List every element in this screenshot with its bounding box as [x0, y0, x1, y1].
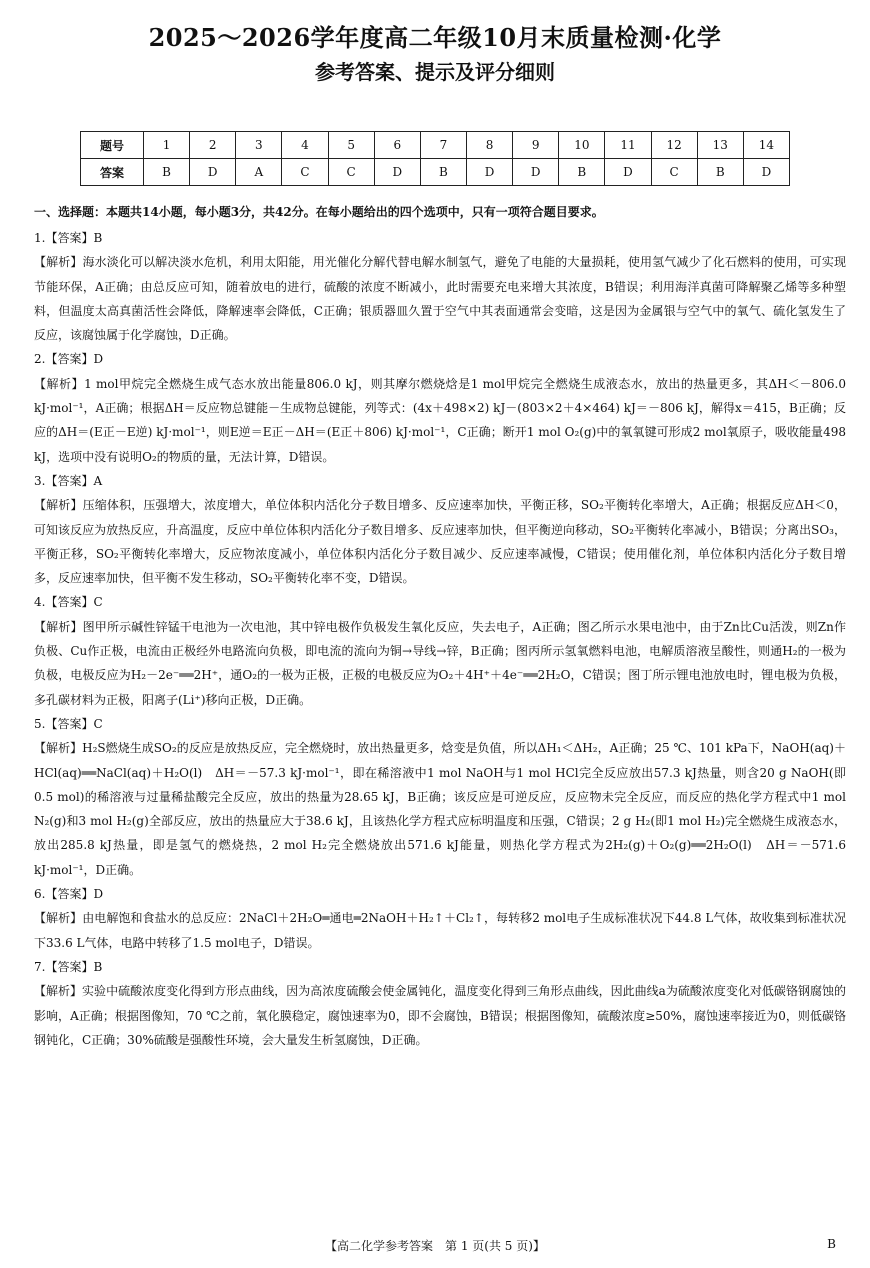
explanation-text: 【解析】图甲所示碱性锌锰干电池为一次电池，其中锌电极作负极发生氧化反应，失去电子，A正确；图乙所示水果电池中，由于Zn比Cu活泼，则Zn作负极、Cu作正极，电流由正极经外电路流向负极，即电流的流向为铜→导线→锌，B正确；图丙所示氢氧燃料电池，电解质溶液呈酸性，则通H₂的一极为负极，电极反应为H₂－2e⁻══2H⁺，通O₂的一极为正极，正极的电极反应为O₂＋4H⁺＋4e⁻══2H₂O，C错误；图丁所示锂电池放电时，锂电极为负极，多孔碳材料为正极，阳离子(Li⁺)移向正极，D正确。 — [34, 619, 846, 707]
answer-cell: B — [559, 159, 605, 186]
question-number-cell: 1 — [144, 132, 190, 159]
page-footer: 【高二化学参考答案 第 1 页(共 5 页)】 — [325, 1239, 545, 1253]
answer-cell: D — [513, 159, 559, 186]
number-header: 题号 — [81, 132, 144, 159]
question-block — [34, 712, 846, 882]
explanation-text: 【解析】由电解饱和食盐水的总反应：2NaCl＋2H₂O═通电═2NaOH＋H₂↑＋Cl₂↑，每转移2 mol电子生成标准状况下44.8 L气体，故收集到标准状况下33.6 L气体，电路中转移了1.5 mol电子，D错误。 — [34, 911, 846, 950]
explanation-text: 【解析】1 mol甲烷完全燃烧生成气态水放出能量806.0 kJ，则其摩尔燃烧焓是1 mol甲烷完全燃烧生成液态水，放出的热量更多，其ΔH＜－806.0 kJ·mol⁻¹，A正确；根据ΔH＝反应物总键能－生成物总键能，列等式：(4x＋498×2) kJ－(803×2＋4×464) kJ＝－806 kJ，解得x＝415，B正确；反应的ΔH＝(E正－E逆) kJ·mol⁻¹，则E逆＝E正－ΔH＝(E正＋806) kJ·mol⁻¹，C正确；断开1 mol O₂(g)中的氧氧键可形成2 mol氧原子，吸收能量498 kJ，选项中没有说明O₂的物质的量，无法计算，D错误。 — [34, 376, 846, 464]
answer-cell: D — [466, 159, 512, 186]
question-number-cell: 5 — [328, 132, 374, 159]
page-title: 2025～2026学年度高二年级10月末质量检测·化学 — [148, 23, 722, 52]
question-number-cell: 2 — [190, 132, 236, 159]
answer-cell: B — [144, 159, 190, 186]
version-mark: B — [827, 1237, 836, 1251]
answer-cell: A — [236, 159, 282, 186]
question-number-cell: 6 — [374, 132, 420, 159]
question-number-cell: 3 — [236, 132, 282, 159]
explanation-text: 【解析】海水淡化可以解决淡水危机，利用太阳能，用光催化分解代替电解水制氢气，避免了电能的大量损耗，使用氢气减少了化石燃料的使用，可实现节能环保，A正确；由总反应可知，随着放电的进行，硫酸的浓度不断减小，此时需要充电来增大其浓度，B错误；利用海洋真菌可降解聚乙烯等多种塑料，但温度太高真菌活性会降低，降解速率会降低，C正确；银质器皿久置于空气中其表面通常会变暗，这是因为金属银与空气中的氧气、硫化氢发生了反应，该腐蚀属于化学腐蚀，D正确。 — [34, 255, 846, 343]
question-block — [34, 226, 846, 347]
answer-cell: C — [282, 159, 328, 186]
answer-header: 答案 — [81, 159, 144, 186]
explanation-text: 【解析】实验中硫酸浓度变化得到方形点曲线，因为高浓度硫酸会使金属钝化，温度变化得到三角形点曲线，因此曲线a为硫酸浓度变化对低碳铬钢腐蚀的影响，A正确；根据图像知，70 ℃之前，氧化膜稳定，腐蚀速率为0，即不会腐蚀，B错误；根据图像知，硫酸浓度≥50%，腐蚀速率接近为0，则低碳铬钢钝化，C正确；30%硫酸是强酸性环境，会大量发生析氢腐蚀，D正确。 — [34, 984, 846, 1047]
question-block — [34, 469, 846, 590]
page-subtitle: 参考答案、提示及评分细则 — [315, 60, 555, 84]
question-block — [34, 590, 846, 711]
answer-line: 5.【答案】C — [34, 716, 103, 731]
answer-line: 6.【答案】D — [34, 887, 104, 902]
answer-line: 1.【答案】B — [34, 231, 103, 245]
answer-table-number-row — [81, 132, 790, 159]
question-number-cell: 13 — [697, 132, 743, 159]
question-number-cell: 10 — [559, 132, 605, 159]
answer-cell: D — [374, 159, 420, 186]
answer-line: 2.【答案】D — [34, 352, 104, 367]
question-block — [34, 955, 846, 1052]
question-number-cell: 9 — [513, 132, 559, 159]
question-block — [34, 347, 846, 468]
answer-line: 4.【答案】C — [34, 595, 103, 610]
answer-cell: C — [328, 159, 374, 186]
answer-line: 7.【答案】B — [34, 959, 103, 974]
answer-cell: D — [190, 159, 236, 186]
explanation-text: 【解析】H₂S燃烧生成SO₂的反应是放热反应，完全燃烧时，放出热量更多，焓变是负值，所以ΔH₁＜ΔH₂，A正确；25 ℃、101 kPa下，NaOH(aq)＋HCl(aq)══NaCl(aq)＋H₂O(l) ΔH＝－57.3 kJ·mol⁻¹，即在稀溶液中1 mol NaOH与1 mol HCl完全反应放出57.3 kJ热量，则含20 g NaOH(即0.5 mol)的稀溶液与过量稀盐酸完全反应，放出的热量为28.65 kJ，B正确；该反应是可逆反应，反应物未完全反应，而反应的热化学方程式中1 mol N₂(g)和3 mol H₂(g)全部反应，放出的热量应大于38.6 kJ，且该热化学方程式应标明温度和压强，C错误；2 g H₂(即1 mol H₂)完全燃烧生成液态水，放出285.8 kJ热量，即是氢气的燃烧热，2 mol H₂完全燃烧放出571.6 kJ能量，则热化学方程式为2H₂(g)＋O₂(g)══2H₂O(l) ΔH＝－571.6 kJ·mol⁻¹，D正确。 — [34, 741, 846, 877]
question-block — [34, 882, 846, 955]
answer-table — [80, 131, 790, 186]
answer-line: 3.【答案】A — [34, 473, 103, 488]
question-number-cell: 11 — [605, 132, 651, 159]
answer-cell: B — [420, 159, 466, 186]
answer-cell: D — [743, 159, 789, 186]
answer-cell: D — [605, 159, 651, 186]
explanations — [34, 226, 846, 1052]
section-heading: 一、选择题：本题共14小题，每小题3分，共42分。在每小题给出的四个选项中，只有一项符合题目要求。 — [34, 205, 604, 219]
question-number-cell: 14 — [743, 132, 789, 159]
question-number-cell: 12 — [651, 132, 697, 159]
explanation-text: 【解析】压缩体积，压强增大，浓度增大，单位体积内活化分子数目增多、反应速率加快，平衡正移，SO₂平衡转化率增大，A正确；根据反应ΔH＜0，可知该反应为放热反应，升高温度，反应中单位体积内活化分子数目增多、反应速率加快，但平衡逆向移动，SO₂平衡转化率减小，B错误；分离出SO₃，平衡正移，SO₂平衡转化率增大，反应物浓度减小，单位体积内活化分子数目减少、反应速率减慢，C错误；使用催化剂，单位体积内活化分子数目增多，反应速率加快，但平衡不发生移动，SO₂平衡转化率不变，D错误。 — [34, 498, 846, 586]
answer-cell: C — [651, 159, 697, 186]
question-number-cell: 8 — [466, 132, 512, 159]
answer-table-answer-row — [81, 159, 790, 186]
question-number-cell: 4 — [282, 132, 328, 159]
question-number-cell: 7 — [420, 132, 466, 159]
answer-cell: B — [697, 159, 743, 186]
